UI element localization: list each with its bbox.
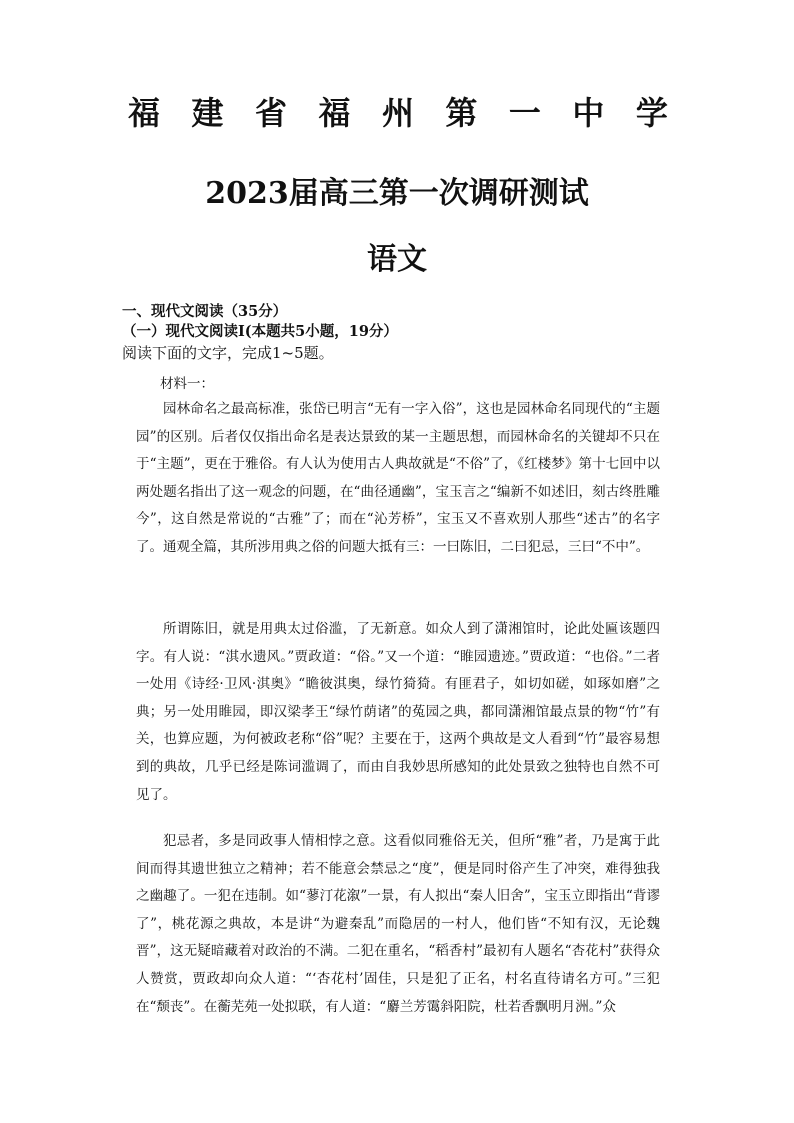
section-heading: 一、现代文阅读（35分）: [122, 303, 288, 320]
reading-instruction: 阅读下面的文字，完成1~5题。: [122, 344, 334, 362]
school-name-char: 建: [191, 94, 224, 132]
subject-title: 语文: [367, 242, 427, 277]
school-name-char: 学: [635, 94, 668, 132]
paragraph: 所谓陈旧，就是用典太过俗滥，了无新意。如众人到了潇湘馆时，论此处匾该题四字。有人说：“淇水遗风。”贾政道：“俗。”又一个道：“睢园遗迹。”贾政道：“也俗。”二者一处用《诗经·卫风·淇奥》“瞻彼淇奥，绿竹猗猗。有匪君子，如切如磋，如琢如磨”之典；另一处用睢园，即汉梁孝王“绿竹荫诸”的菟园之典，都同潇湘馆最点景的物“竹”有关，也算应题，为何被政老称“俗”呢？主要在于，这两个典故是文人看到“竹”最容易想到的典故，几乎已经是陈词滥调了，而由自我妙思所感知的此处景致之独特也自然不可见了。: [136, 621, 660, 803]
school-name-char: 省: [254, 94, 287, 132]
school-name-char: 一: [508, 94, 541, 132]
school-name-char: 州: [381, 94, 414, 132]
school-name-char: 福: [128, 94, 161, 132]
school-name-char: 福: [318, 94, 351, 132]
paragraph: 园林命名之最高标准，张岱已明言“无有一字入俗”，这也是园林命名同现代的“主题园”的区别。后者仅仅指出命名是表达景致的某一主题思想，而园林命名的关键却不只在于“主题”，更在于雅俗。有人认为使用古人典故就是“不俗”了，《红楼梦》第十七回中以两处题名指出了这一观念的问题，在“曲径通幽”，宝玉言之“编新不如述旧，刻古终胜雕今”，这自然是常说的“古雅”了；而在“沁芳桥”，宝玉又不喜欢别人那些“述古”的名字了。通观全篇，其所涉用典之俗的问题大抵有三：一曰陈旧，二曰犯忌，三曰“不中”。: [136, 401, 660, 555]
school-name-char: 中: [572, 94, 605, 132]
subsection-heading: （一）现代文阅读Ⅰ(本题共5小题，19分）: [122, 323, 398, 340]
school-name: [128, 88, 668, 134]
paragraph: 犯忌者，多是同政事人情相悖之意。这看似同雅俗无关，但所“雅”者，乃是寓于此间而得其遗世独立之精神；若不能意会禁忌之“度”，便是同时俗产生了冲突，难得独我之幽趣了。一犯在违制。如“蓼汀花溆”一景，有人拟出“秦人旧舍”，宝玉立即指出“背谬了”，桃花源之典故，本是讲“为避秦乱”而隐居的一村人，他们皆“不知有汉，无论魏晋”，这无疑暗藏着对政治的不满。二犯在重名，“稻香村”最初有人题名“杏花村”获得众人赞赏，贾政却向众人道：“‘杏花村’固佳，只是犯了正名，村名直待请名方可。”三犯在“颓丧”。在蘅芜苑一处拟联，有人道：“麝兰芳霭斜阳院，杜若香飘明月洲。”众: [136, 833, 660, 1015]
school-name-char: 第: [445, 94, 478, 132]
material-label: 材料一：: [160, 376, 214, 392]
exam-title: 2023届高三第一次调研测试: [205, 176, 589, 211]
